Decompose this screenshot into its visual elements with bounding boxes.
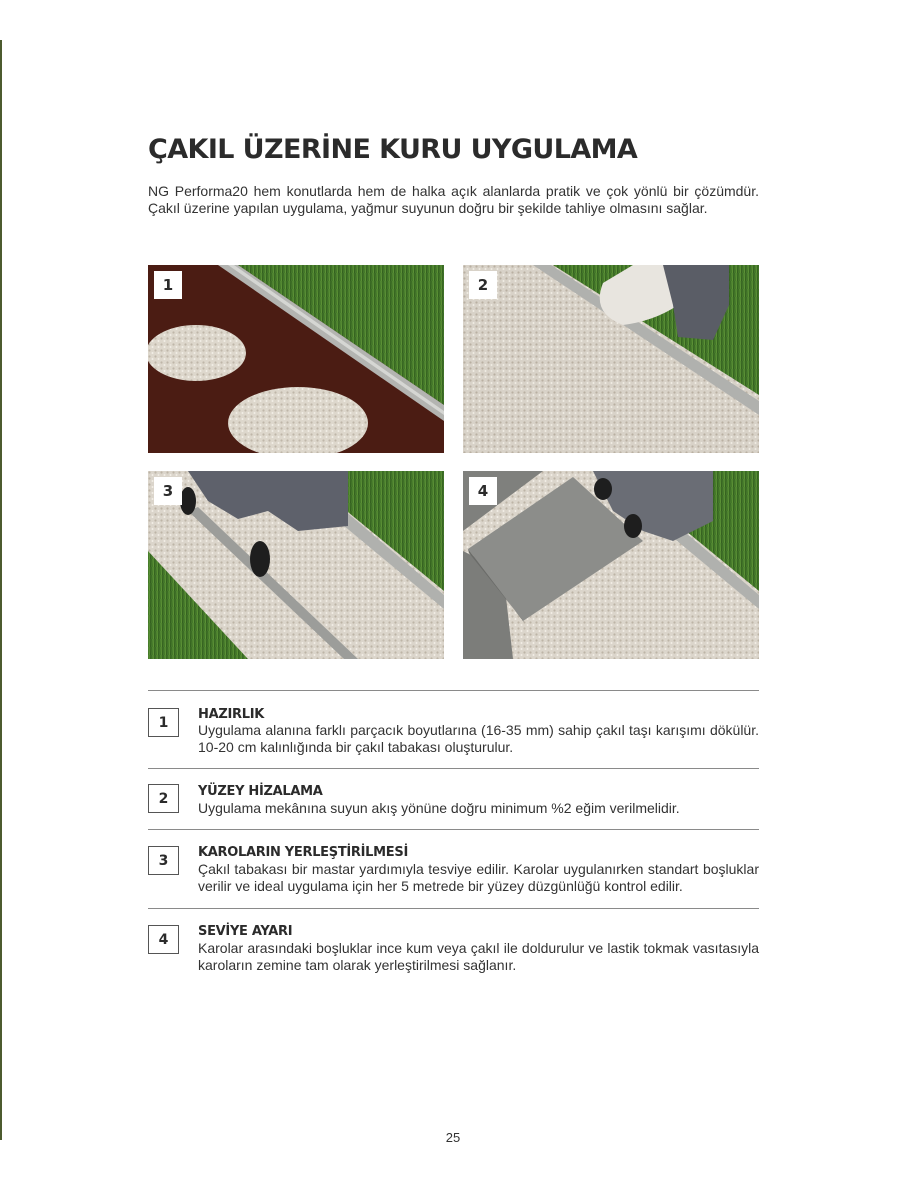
photo-badge: 2 — [469, 271, 497, 299]
step-title: SEVİYE AYARI — [198, 924, 293, 939]
step-text: Uygulama alanına farklı parçacık boyutlarına (16-35 mm) sahip çakıl taşı karışımı dökülür. 10-20 cm kalınlığında bir çakıl tabakası oluşturulur. — [198, 722, 759, 755]
gravel-piles-on-soil-image — [148, 265, 444, 453]
step-photo-3 — [148, 471, 444, 659]
page-number: 25 — [445, 1130, 461, 1145]
spreading-gravel-image — [463, 265, 759, 453]
page-edge-strip — [0, 40, 2, 1140]
step-item-4 — [148, 908, 759, 989]
steps-list — [148, 690, 759, 989]
step-title: YÜZEY HİZALAMA — [198, 784, 323, 799]
step-item-3 — [148, 829, 759, 908]
step-number: 2 — [148, 784, 179, 813]
photo-badge: 3 — [154, 477, 182, 505]
photo-badge: 1 — [154, 271, 182, 299]
step-item-2 — [148, 768, 759, 829]
step-title: HAZIRLIK — [198, 707, 265, 722]
step-item-1 — [148, 690, 759, 768]
step-number: 4 — [148, 925, 179, 954]
intro-paragraph: NG Performa20 hem konutlarda hem de halka açık alanlarda pratik ve çok yönlü bir çözümdür. Çakıl üzerine yapılan uygulama, yağmur suyunun doğru bir şekilde tahliye olmasını sağlar. — [148, 183, 759, 216]
step-photo-2 — [463, 265, 759, 453]
step-photo-1 — [148, 265, 444, 453]
placing-tiles-image — [463, 471, 759, 659]
step-number: 3 — [148, 846, 179, 875]
leveling-gravel-image — [148, 471, 444, 659]
step-text: Çakıl tabakası bir mastar yardımıyla tesviye edilir. Karolar uygulanırken standart boşluklar verilir ve ideal uygulama için her 5 metrede bir yüzey düzgünlüğü kontrol edilir. — [198, 861, 759, 894]
step-text: Uygulama mekânına suyun akış yönüne doğru minimum %2 eğim verilmelidir. — [198, 800, 680, 816]
step-photo-4 — [463, 471, 759, 659]
page-title: ÇAKIL ÜZERİNE KURU UYGULAMA — [148, 134, 638, 165]
step-text: Karolar arasındaki boşluklar ince kum veya çakıl ile doldurulur ve lastik tokmak vasıtasıyla karoların zemine tam olarak yerleştirilmesi sağlanır. — [198, 940, 759, 973]
step-title: KAROLARIN YERLEŞTİRİLMESİ — [198, 845, 408, 860]
step-number: 1 — [148, 708, 179, 737]
photo-badge: 4 — [469, 477, 497, 505]
